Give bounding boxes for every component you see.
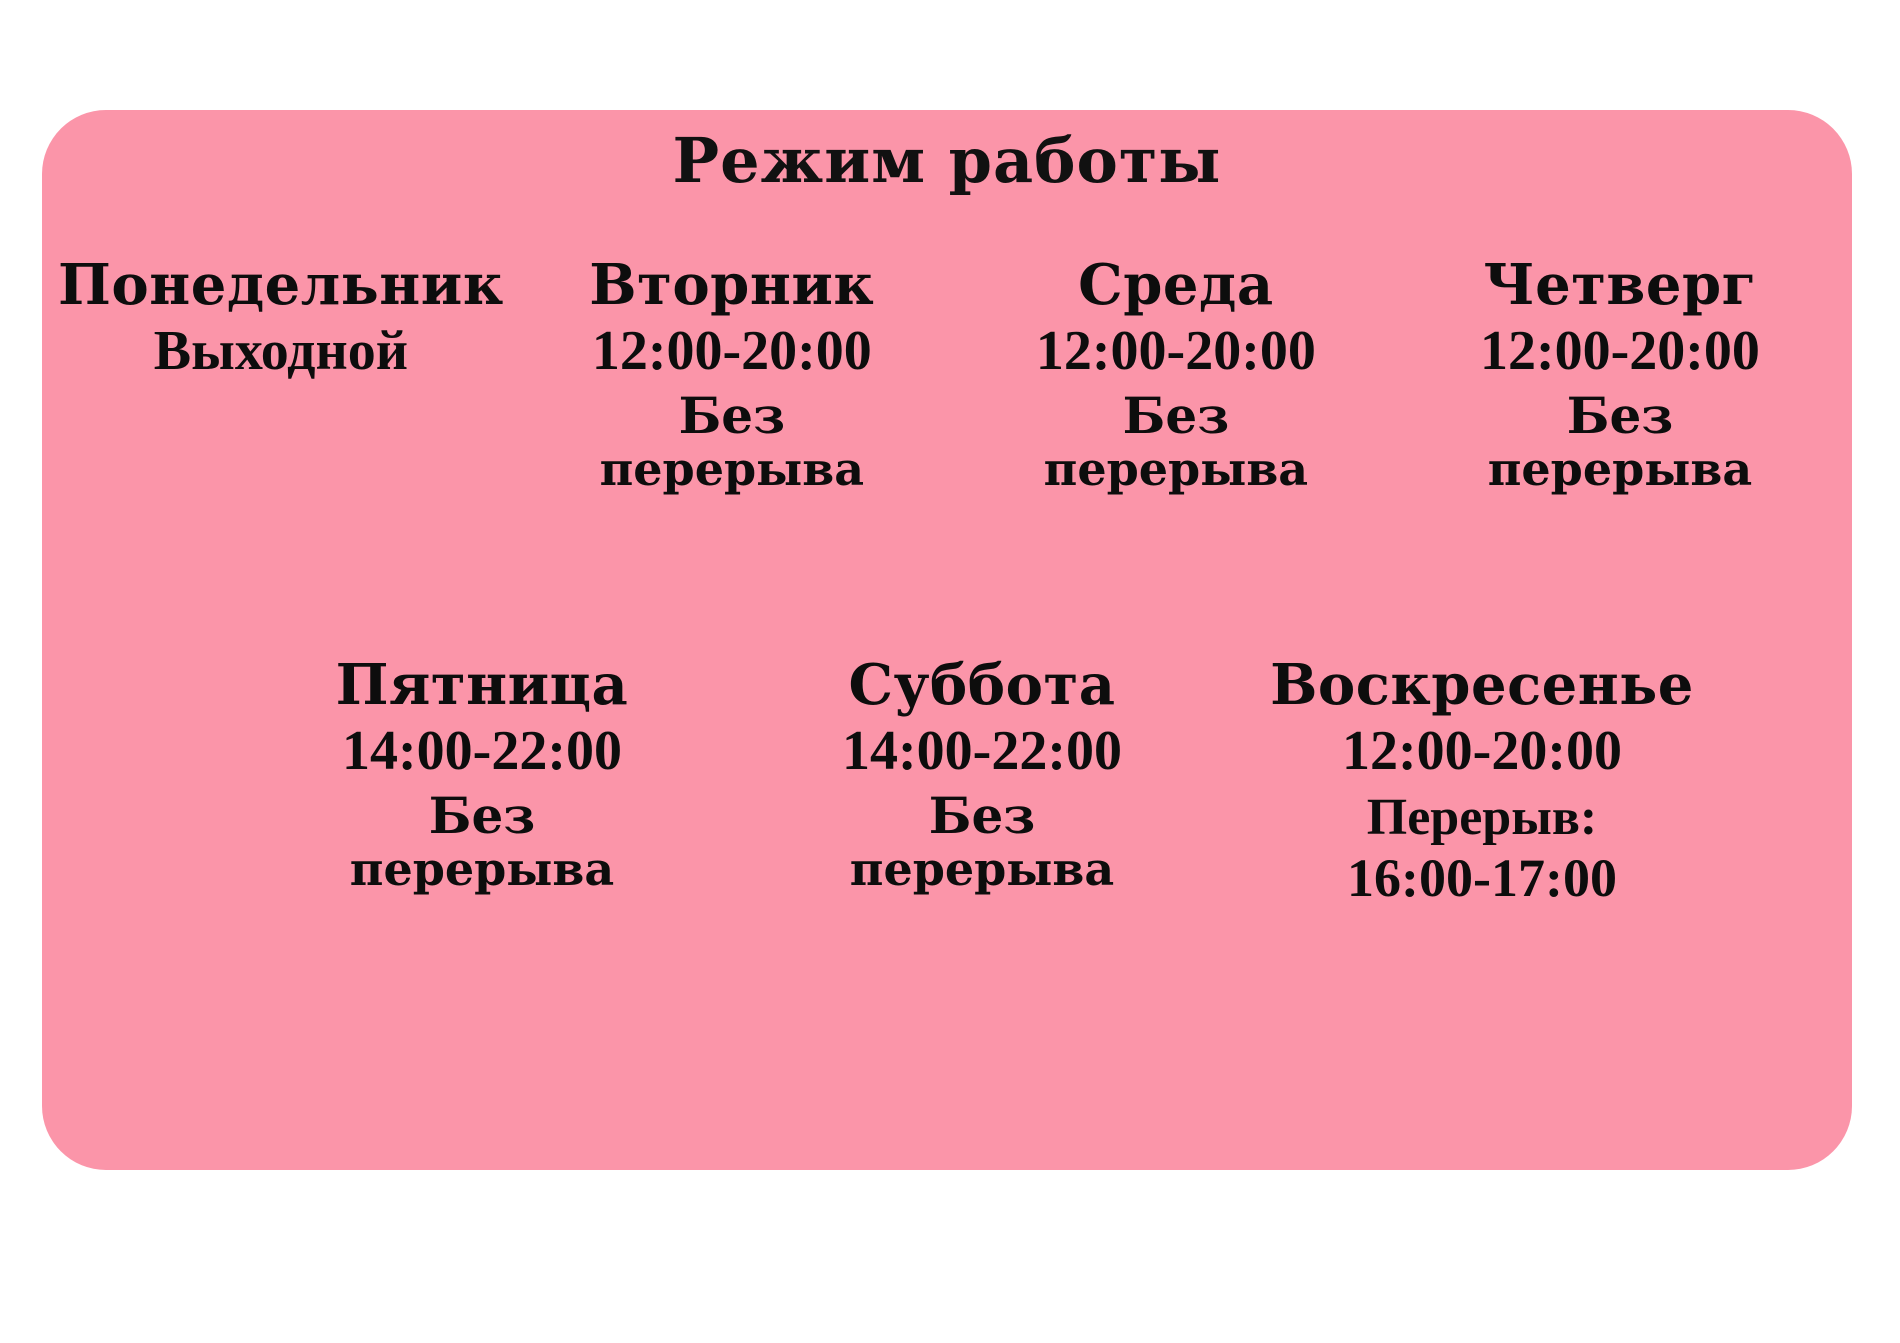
day-break-time: 16:00-17:00	[1347, 847, 1617, 908]
day-card-saturday	[732, 652, 1232, 909]
day-note-line2: перерыва	[349, 842, 615, 897]
day-note	[738, 788, 1226, 896]
day-note	[1404, 388, 1836, 496]
day-hours: 12:00-20:00	[1342, 720, 1622, 783]
day-note-line1: Без	[928, 786, 1036, 846]
day-note	[516, 388, 948, 496]
day-note-line1: Без	[1566, 386, 1674, 446]
day-name: Четверг	[1483, 252, 1757, 318]
day-note-line1: Без	[428, 786, 536, 846]
day-card-friday	[232, 652, 732, 909]
day-note-line2: перерыва	[1043, 442, 1309, 497]
day-card-wednesday	[954, 252, 1398, 497]
day-note-line2: перерыва	[849, 842, 1115, 897]
day-name: Понедельник	[58, 252, 504, 318]
day-card-thursday	[1398, 252, 1842, 497]
day-hours: 14:00-22:00	[842, 720, 1122, 783]
day-name: Воскресенье	[1270, 652, 1694, 718]
day-note-line1: Без	[678, 386, 786, 446]
day-name: Пятница	[335, 652, 629, 718]
day-note	[238, 788, 726, 896]
day-card-monday	[52, 252, 510, 496]
day-name: Вторник	[589, 252, 875, 318]
day-hours: 12:00-20:00	[1035, 320, 1316, 383]
day-note	[960, 388, 1392, 496]
day-note-line2: перерыва	[599, 442, 865, 497]
day-card-tuesday	[510, 252, 954, 497]
schedule-row-weekdays	[42, 252, 1852, 497]
day-name: Среда	[1078, 252, 1274, 318]
schedule-row-weekend	[42, 652, 1852, 909]
day-hours: 14:00-22:00	[342, 720, 622, 783]
day-break-label: Перерыв:	[1366, 789, 1598, 847]
day-hours: 12:00-20:00	[591, 320, 872, 383]
day-hours: 12:00-20:00	[1479, 320, 1760, 383]
day-note-line1: Без	[1122, 386, 1230, 446]
page-title: Режим работы	[672, 124, 1222, 197]
schedule-poster	[42, 110, 1852, 1170]
day-card-sunday	[1232, 652, 1732, 909]
day-note-line2: перерыва	[1487, 442, 1753, 497]
day-hours: Выходной	[153, 320, 408, 383]
day-name: Суббота	[848, 652, 1116, 718]
